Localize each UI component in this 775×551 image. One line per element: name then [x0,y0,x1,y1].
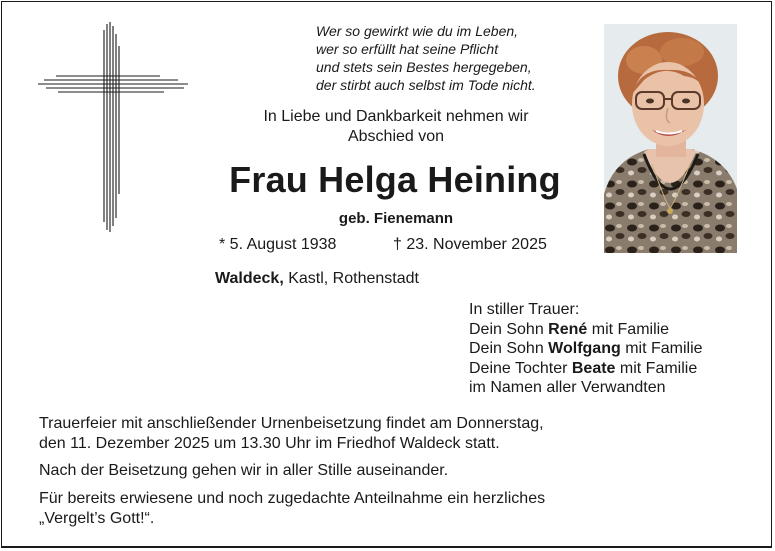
maiden-name: geb. Fienemann [338,210,454,227]
intro-line-1: In Liebe und Dankbarkeit nehmen wir [263,108,529,125]
poem-line: und stets sein Bestes hergegeben, [316,59,532,75]
intro-line-2: Abschied von [347,128,445,145]
mourner-entry [469,320,703,340]
deceased-name: Frau Helga Heining [229,159,561,200]
poem-line: wer so erfüllt hat seine Pflicht [316,41,499,57]
portrait-photo [604,24,737,253]
birth-date: * 5. August 1938 [219,236,337,253]
mourner-suffix: mit Familie [587,320,670,338]
thanks-text [39,489,739,529]
after-burial-text: Nach der Beisetzung gehen wir in aller Stille auseinander. [39,462,449,479]
intro-text [216,107,576,147]
mourner-relation: Dein Sohn [469,340,549,357]
funeral-line-2: den 11. Dezember 2025 um 13.30 Uhr im Friedhof Waldeck statt. [39,435,500,452]
mourner-suffix: mit Familie [620,340,703,357]
places [215,268,419,290]
cross-icon [38,22,188,232]
mourners-closing: im Namen aller Verwandten [469,379,666,396]
mourner-name: Beate [571,359,616,377]
thanks-line-2: „Vergelt’s Gott!“. [39,510,155,527]
mourners [469,300,703,398]
other-places: Kastl, Rothenstadt [288,270,419,287]
poem-line: der stirbt auch selbst im Tode nicht. [316,77,536,93]
mourner-entry [469,339,703,359]
mourner-relation: Dein Sohn [469,320,549,338]
mourner-name: René [548,320,588,338]
poem [316,22,596,94]
mourner-entry [469,359,703,379]
funeral-info [39,414,739,454]
mourners-heading: In stiller Trauer: [469,301,580,318]
funeral-line-1: Trauerfeier mit anschließender Urnenbeisetzung findet am Donnerstag, [39,415,544,432]
mourner-suffix: mit Familie [615,359,698,377]
primary-place: Waldeck, [215,270,284,287]
mourner-name: Wolfgang [548,340,621,357]
thanks-line-1: Für bereits erwiesene und noch zugedachte Anteilnahme ein herzliches [39,490,546,507]
poem-line: Wer so gewirkt wie du im Leben, [316,23,519,39]
mourner-relation: Deine Tochter [469,359,572,377]
death-date: † 23. November 2025 [393,236,547,253]
